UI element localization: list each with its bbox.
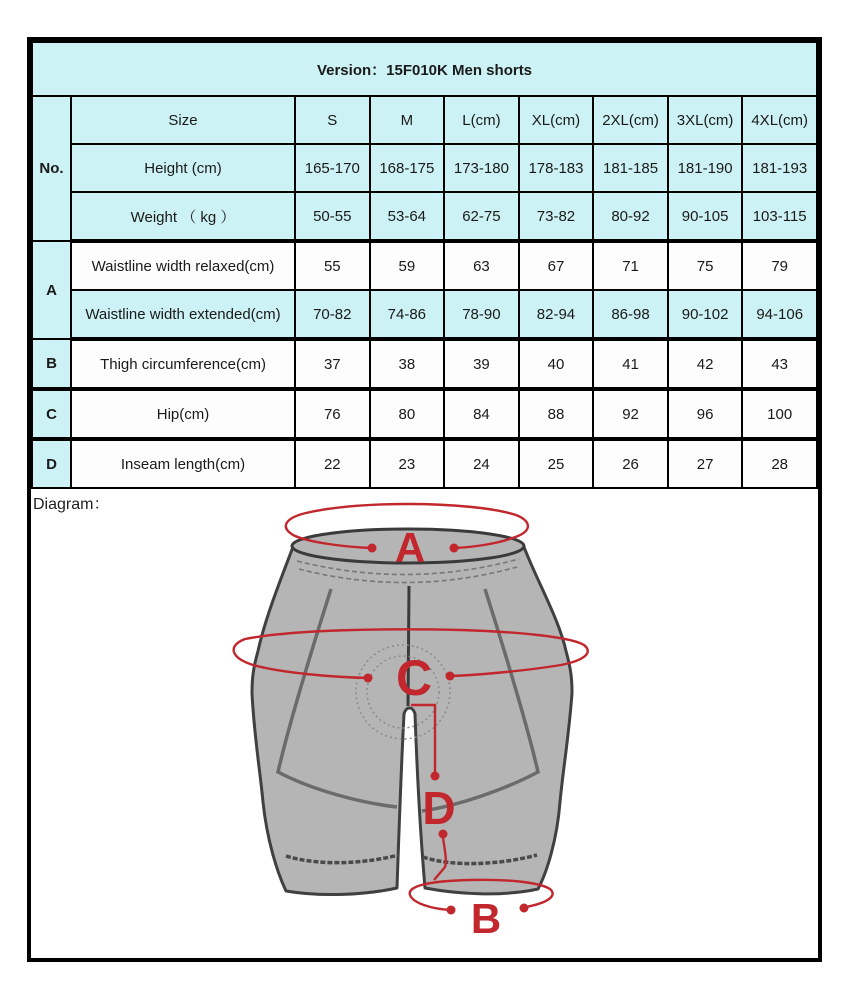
- outer-frame: [27, 37, 822, 962]
- group-letter-d: D: [32, 439, 71, 488]
- table-cell: 67: [519, 241, 594, 290]
- table-cell: 92: [593, 389, 668, 439]
- row-label-hip: Hip(cm): [71, 389, 295, 439]
- row-label-weight: Weight （ kg ）: [71, 192, 295, 241]
- waist-dot-right: [450, 544, 459, 553]
- group-letter-b: B: [32, 339, 71, 389]
- table-cell: XL(cm): [519, 96, 594, 144]
- table-row-waist-relaxed: [32, 241, 817, 290]
- group-letter-c: C: [32, 389, 71, 439]
- table-cell: 3XL(cm): [668, 96, 743, 144]
- table-cell: 41: [593, 339, 668, 389]
- version-title: Version：15F010K Men shorts: [32, 42, 817, 96]
- table-cell: M: [370, 96, 445, 144]
- table-cell: 37: [295, 339, 370, 389]
- table-cell: 79: [742, 241, 817, 290]
- row-label-waist-extended: Waistline width extended(cm): [71, 290, 295, 339]
- table-cell: 71: [593, 241, 668, 290]
- inseam-dot-top: [431, 772, 440, 781]
- table-cell: 90-102: [668, 290, 743, 339]
- table-cell: S: [295, 96, 370, 144]
- table-cell: 73-82: [519, 192, 594, 241]
- table-cell: 90-105: [668, 192, 743, 241]
- table-cell: 181-185: [593, 144, 668, 192]
- size-chart-table: [31, 41, 818, 489]
- waist-dot-left: [368, 544, 377, 553]
- table-cell: 43: [742, 339, 817, 389]
- row-label-inseam: Inseam length(cm): [71, 439, 295, 488]
- label-d-inseam: D: [422, 782, 456, 834]
- table-cell: 27: [668, 439, 743, 488]
- table-cell: 4XL(cm): [742, 96, 817, 144]
- hem-dot-left: [447, 906, 456, 915]
- table-cell: 82-94: [519, 290, 594, 339]
- table-cell: 2XL(cm): [593, 96, 668, 144]
- version-row: [32, 42, 817, 96]
- table-cell: 173-180: [444, 144, 519, 192]
- table-cell: 59: [370, 241, 445, 290]
- table-row-size: [32, 96, 817, 144]
- table-cell: 103-115: [742, 192, 817, 241]
- table-cell: 42: [668, 339, 743, 389]
- table-cell: 62-75: [444, 192, 519, 241]
- table-cell: 86-98: [593, 290, 668, 339]
- label-a-waist: A: [394, 524, 426, 571]
- table-cell: 80-92: [593, 192, 668, 241]
- table-cell: 24: [444, 439, 519, 488]
- row-label-thigh: Thigh circumference(cm): [71, 339, 295, 389]
- table-cell: 80: [370, 389, 445, 439]
- hem-dot-right: [520, 904, 529, 913]
- table-cell: 70-82: [295, 290, 370, 339]
- table-cell: 178-183: [519, 144, 594, 192]
- table-cell: 23: [370, 439, 445, 488]
- table-cell: 75: [668, 241, 743, 290]
- table-row-thigh: [32, 339, 817, 389]
- table-row-weight: [32, 192, 817, 241]
- table-cell: 74-86: [370, 290, 445, 339]
- hip-dot-left: [364, 674, 373, 683]
- table-cell: 26: [593, 439, 668, 488]
- diagram-section: [31, 489, 818, 958]
- table-row-height: [32, 144, 817, 192]
- table-cell: 165-170: [295, 144, 370, 192]
- label-b-hem: B: [470, 895, 502, 942]
- table-cell: 40: [519, 339, 594, 389]
- shorts-measurement-diagram: [31, 489, 818, 958]
- group-letter-a: A: [32, 241, 71, 339]
- label-c-hip: C: [395, 650, 433, 706]
- table-cell: 84: [444, 389, 519, 439]
- table-cell: 100: [742, 389, 817, 439]
- table-cell: 22: [295, 439, 370, 488]
- table-cell: L(cm): [444, 96, 519, 144]
- table-cell: 168-175: [370, 144, 445, 192]
- table-cell: 28: [742, 439, 817, 488]
- table-row-inseam: [32, 439, 817, 488]
- table-cell: 53-64: [370, 192, 445, 241]
- diagram-caption: Diagram：: [33, 496, 110, 513]
- table-cell: 181-193: [742, 144, 817, 192]
- row-label-size: Size: [71, 96, 295, 144]
- table-cell: 39: [444, 339, 519, 389]
- table-cell: 55: [295, 241, 370, 290]
- table-cell: 63: [444, 241, 519, 290]
- row-label-waist-relaxed: Waistline width relaxed(cm): [71, 241, 295, 290]
- group-letter-no: No.: [32, 96, 71, 241]
- table-cell: 50-55: [295, 192, 370, 241]
- table-cell: 25: [519, 439, 594, 488]
- table-cell: 78-90: [444, 290, 519, 339]
- row-label-height: Height (cm): [71, 144, 295, 192]
- table-cell: 88: [519, 389, 594, 439]
- table-cell: 181-190: [668, 144, 743, 192]
- table-cell: 94-106: [742, 290, 817, 339]
- table-cell: 96: [668, 389, 743, 439]
- table-row-waist-extended: [32, 290, 817, 339]
- table-row-hip: [32, 389, 817, 439]
- table-cell: 38: [370, 339, 445, 389]
- table-cell: 76: [295, 389, 370, 439]
- hip-dot-right: [446, 672, 455, 681]
